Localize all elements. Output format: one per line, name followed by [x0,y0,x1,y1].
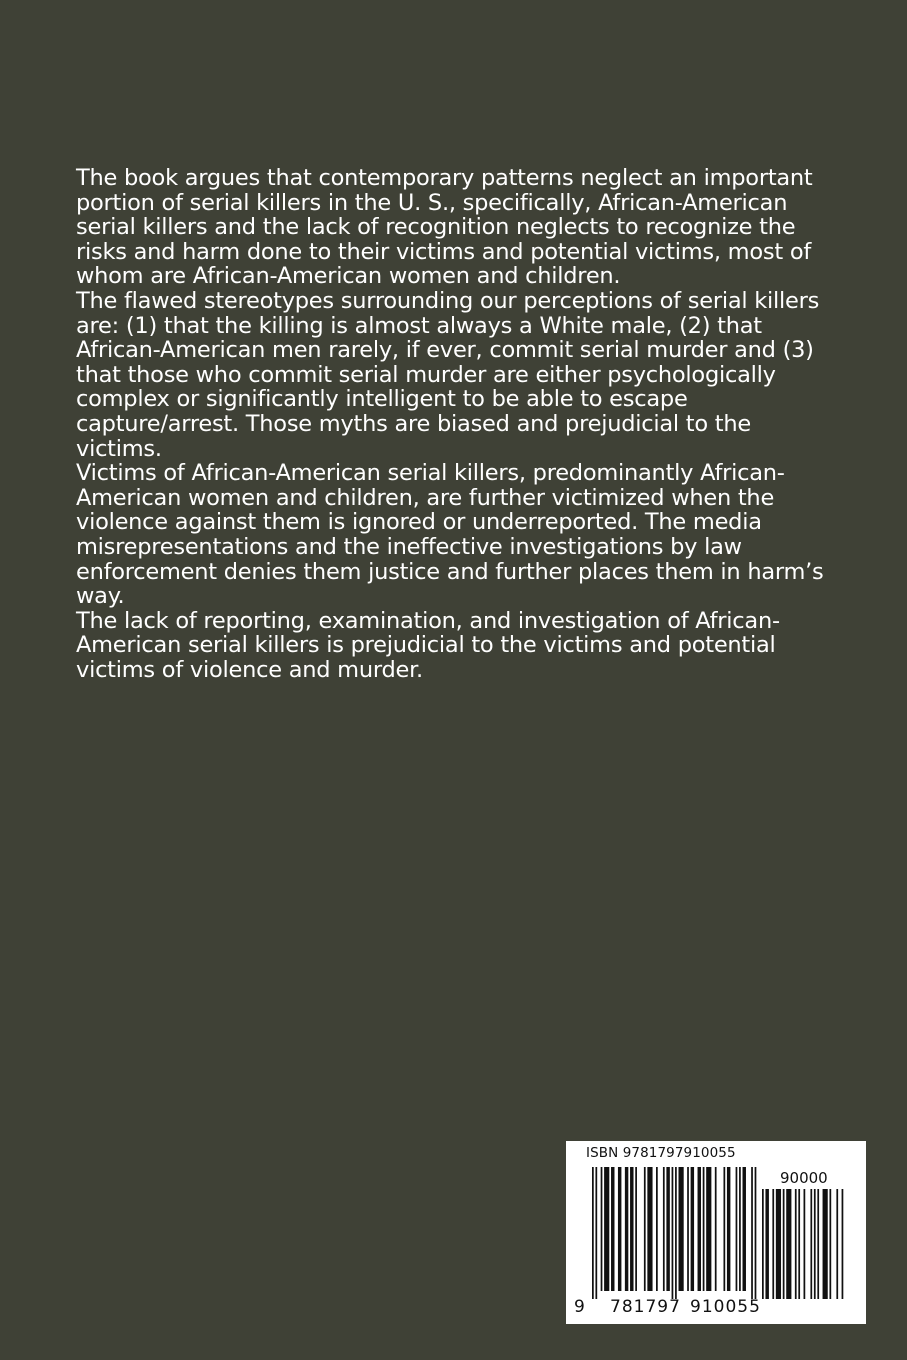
barcode-addon-bar [842,1189,844,1299]
blurb-paragraph-3: Victims of African-American serial killers, predominantly African-American women and children, are further victimized when the violence against them is ignored or underreported. The media misrepresentations and the ineffective investigations by law enforcement denies them justice and further places them in harm’s way. [76,460,824,610]
back-cover-blurb [76,166,828,682]
barcode-bar [595,1167,597,1299]
blurb-paragraph-4: The lack of reporting, examination, and investigation of African-American serial killers is prejudicial to the victims and potential victims of violence and murder. [76,607,780,683]
barcode-bar [647,1167,652,1291]
barcode-bar [663,1167,665,1291]
barcode-bar [675,1167,677,1299]
barcode-bar [611,1167,614,1291]
barcode-bar [656,1167,658,1291]
barcode-bar [635,1167,637,1291]
barcode-addon-bar [804,1189,806,1299]
barcode-bar [679,1167,684,1291]
barcode-bar [706,1167,711,1291]
price-code: 90000 [780,1169,828,1187]
barcode-addon-bar [765,1189,768,1299]
barcode-addon-bar [776,1189,781,1299]
barcode-bar [739,1167,741,1291]
barcode-bar [703,1167,705,1291]
barcode-bar [715,1167,717,1291]
blurb-paragraph-1: The book argues that contemporary patterns neglect an important portion of serial killers in the U. S., specifically, African-American serial killers and the lack of recognition neglects to recognize the risks and harm done to their victims and potential victims, most of whom are African-American women and children. [76,165,813,290]
barcode-bar [666,1167,669,1291]
barcode-addon-bar [836,1189,838,1299]
barcode-bar [687,1167,689,1291]
barcode-bar [691,1167,694,1291]
barcode-bar [625,1167,628,1291]
barcode-bar [672,1167,674,1299]
barcode-bar [601,1167,603,1291]
barcode-addon-bar [786,1189,791,1299]
barcode-addon-bar [762,1189,764,1299]
barcode-bar [727,1167,730,1291]
barcode-addon-bar [795,1189,797,1299]
barcode-bar [723,1167,725,1291]
barcode-digit-group-2: 910055 [690,1297,761,1317]
barcode-bar [736,1167,738,1291]
barcode-addon-bar [798,1189,800,1299]
isbn-label: ISBN 9781797910055 [586,1145,736,1161]
barcode-bar [751,1167,753,1299]
barcode-digit-group-1: 781797 [610,1297,681,1317]
barcode-addon-bar [810,1189,812,1299]
barcode-bar [698,1167,701,1291]
blurb-paragraph-2: The flawed stereotypes surrounding our perceptions of serial killers are: (1) that the killing is almost always a White male, (2) that African-American men rarely, if ever, commit serial murder and (3) that those who commit serial murder are either psychologically complex or significantly intelligent to be able to escape capture/arrest. Those myths are biased and prejudicial to the victims. [76,287,820,462]
barcode-addon-bar [772,1189,774,1299]
barcode-bar [755,1167,757,1299]
barcode-bar [604,1167,609,1291]
barcode-bar [743,1167,746,1291]
barcode-digit-lead: 9 [574,1297,585,1317]
barcode-addon-bar [783,1189,785,1299]
barcode-bar [644,1167,646,1291]
barcode-bar [618,1167,621,1291]
barcode-bar [592,1167,594,1299]
barcode-addon-bar [829,1189,831,1299]
barcode-addon-bar [814,1189,816,1299]
isbn-barcode-block [566,1141,866,1324]
barcode-addon-bar [823,1189,828,1299]
barcode-bar [630,1167,633,1291]
barcode-addon-bar [817,1189,819,1299]
